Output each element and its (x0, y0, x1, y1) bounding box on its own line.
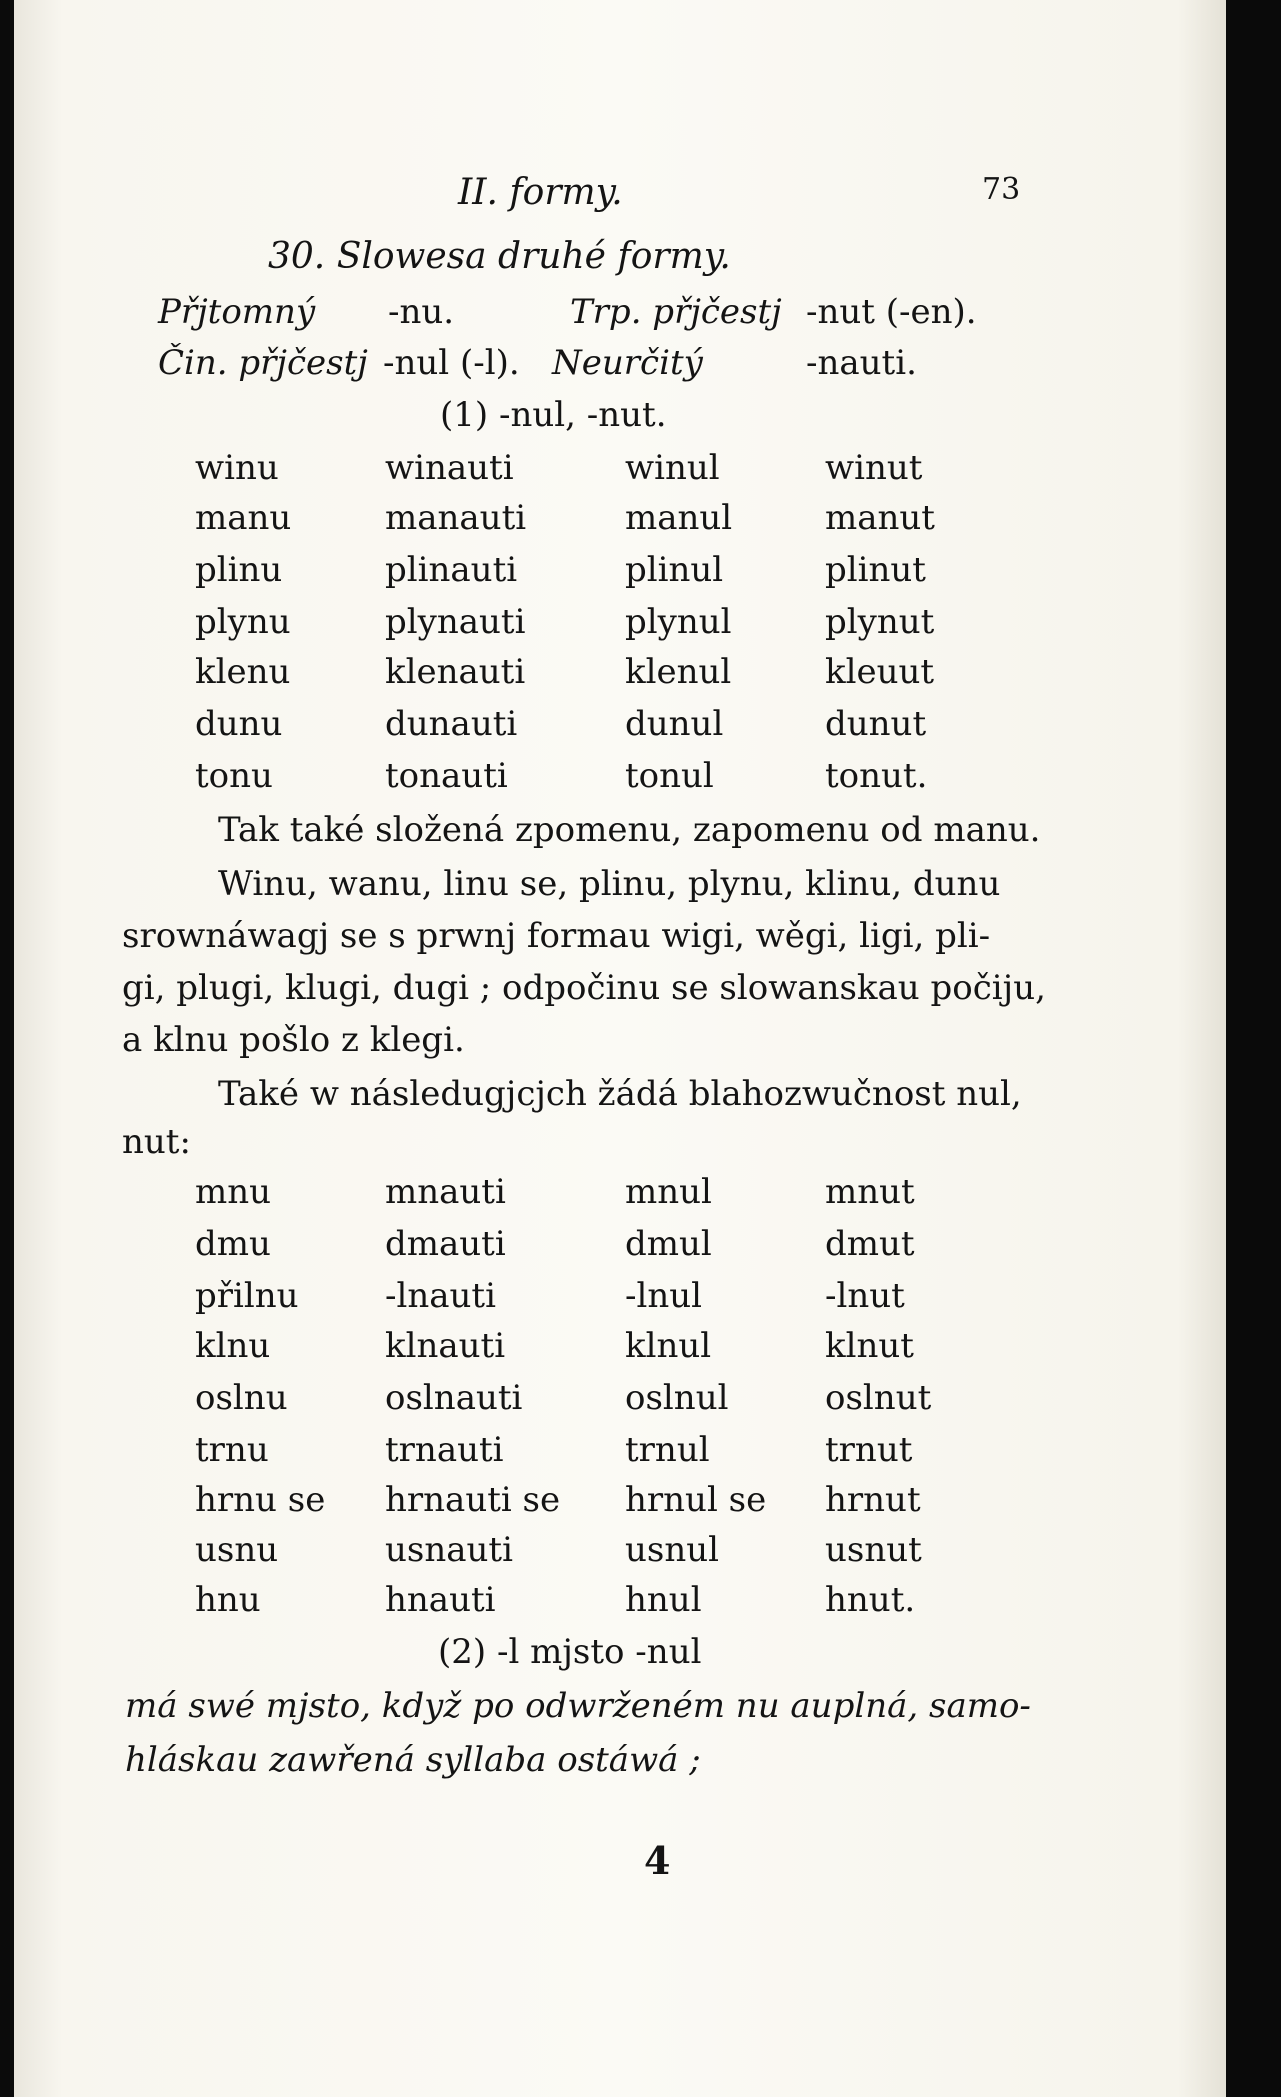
table-cell: mnul (625, 1172, 712, 1212)
section-title: 30. Slowesa druhé formy. (268, 236, 731, 277)
table-cell: hnut. (825, 1580, 916, 1620)
table-cell: hnul (625, 1580, 702, 1620)
table-cell: plinu (195, 550, 283, 590)
table-cell: winauti (385, 448, 514, 488)
table-cell: plinauti (385, 550, 518, 590)
closing-line: má swé mjsto, když po odwrženém nu auplná, samo- (125, 1686, 1031, 1726)
table-cell: plynul (625, 602, 732, 642)
formula-passive-ending: -nut (-en). (806, 292, 977, 332)
table-cell: winu (195, 448, 279, 488)
table-cell: -lnauti (385, 1276, 496, 1316)
paragraph-line: nut: (122, 1122, 191, 1162)
table-cell: manul (625, 498, 733, 538)
table-cell: klnauti (385, 1326, 506, 1366)
paragraph-line: gi, plugi, klugi, dugi ; odpočinu se slowanskau počiju, (122, 968, 1046, 1008)
table-cell: klnu (195, 1326, 271, 1366)
table-cell: kleuut (825, 652, 935, 692)
table-cell: mnut (825, 1172, 915, 1212)
table-cell: hrnut (825, 1480, 921, 1520)
paragraph-line: a klnu pošlo z klegi. (122, 1020, 465, 1060)
table-cell: hrnu se (195, 1480, 326, 1520)
table-cell: dunauti (385, 704, 518, 744)
table-cell: winul (625, 448, 720, 488)
formula-active-ending: -nul (-l). (383, 343, 520, 383)
paragraph-line: srownáwagj se s prwnj formau wigi, wěgi, ligi, pli- (122, 916, 991, 956)
table-cell: klenul (625, 652, 732, 692)
table-cell: tonut. (825, 756, 928, 796)
table-cell: tonul (625, 756, 714, 796)
table-cell: dmauti (385, 1224, 506, 1264)
table-cell: oslnut (825, 1378, 932, 1418)
table-cell: klnul (625, 1326, 712, 1366)
formula-infinitive: Neurčitý (552, 343, 703, 383)
subheading-2: (2) -l mjsto -nul (438, 1632, 702, 1672)
formula-passive-participle: Trp. přjčestj (570, 292, 782, 332)
table-cell: mnu (195, 1172, 272, 1212)
page-number: 73 (982, 172, 1021, 207)
table-cell: usnut (825, 1530, 922, 1570)
table-cell: tonauti (385, 756, 508, 796)
table-cell: -lnul (625, 1276, 703, 1316)
table-cell: dmut (825, 1224, 915, 1264)
table-cell: usnul (625, 1530, 720, 1570)
table-cell: -lnut (825, 1276, 905, 1316)
table-cell: hnu (195, 1580, 261, 1620)
table-cell: mnauti (385, 1172, 506, 1212)
table-cell: trnul (625, 1430, 710, 1470)
table-cell: klenu (195, 652, 291, 692)
table-cell: oslnu (195, 1378, 288, 1418)
table-cell: trnu (195, 1430, 269, 1470)
page-edge (1226, 0, 1281, 2097)
running-title: II. formy. (458, 172, 623, 213)
subheading-1: (1) -nul, -nut. (440, 395, 667, 435)
table-cell: hnauti (385, 1580, 496, 1620)
table-cell: klnut (825, 1326, 914, 1366)
table-cell: tonu (195, 756, 273, 796)
table-cell: plinut (825, 550, 926, 590)
formula-present-ending: -nu. (388, 292, 455, 332)
table-cell: manauti (385, 498, 527, 538)
table-cell: přilnu (195, 1276, 299, 1316)
table-cell: dmu (195, 1224, 271, 1264)
table-cell: winut (825, 448, 923, 488)
table-cell: trnut (825, 1430, 913, 1470)
paragraph-line: Také w následugjcjch žádá blahozwučnost nul, (218, 1074, 1022, 1114)
formula-infinitive-ending: -nauti. (806, 343, 917, 383)
table-cell: oslnul (625, 1378, 729, 1418)
table-cell: plinul (625, 550, 724, 590)
table-cell: plynauti (385, 602, 526, 642)
formula-present: Přjtomný (158, 292, 316, 332)
formula-active-participle: Čin. přjčestj (158, 343, 368, 383)
table-cell: usnauti (385, 1530, 513, 1570)
paragraph-line: Tak také složená zpomenu, zapomenu od manu. (218, 810, 1041, 850)
closing-line: hláskau zawřená syllaba ostáwá ; (125, 1740, 701, 1780)
signature-mark: 4 (644, 1838, 671, 1883)
table-cell: plynu (195, 602, 291, 642)
table-cell: dunul (625, 704, 724, 744)
paragraph-line: Winu, wanu, linu se, plinu, plynu, klinu, dunu (218, 864, 1001, 904)
table-cell: trnauti (385, 1430, 504, 1470)
table-cell: dunut (825, 704, 927, 744)
table-cell: usnu (195, 1530, 279, 1570)
table-cell: manu (195, 498, 292, 538)
table-cell: hrnul se (625, 1480, 767, 1520)
table-cell: dmul (625, 1224, 712, 1264)
table-cell: oslnauti (385, 1378, 523, 1418)
table-cell: hrnauti se (385, 1480, 561, 1520)
table-cell: klenauti (385, 652, 526, 692)
table-cell: plynut (825, 602, 935, 642)
table-cell: dunu (195, 704, 283, 744)
table-cell: manut (825, 498, 935, 538)
